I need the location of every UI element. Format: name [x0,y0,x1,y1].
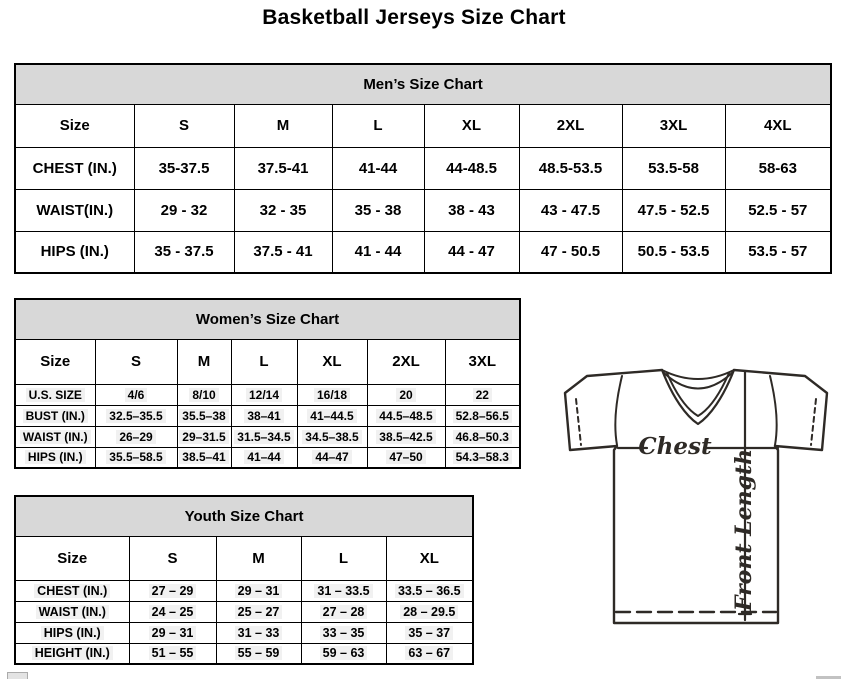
measurement-value-cell [216,601,301,622]
measurement-row [15,405,520,426]
size-column-header: 3XL [445,339,520,384]
measurement-value: 24 – 25 [149,605,197,619]
measurement-value: 38.5–42.5 [376,430,435,444]
measurement-value: 35 – 37 [405,626,453,640]
size-column-header: 3XL [622,104,725,147]
row-label: HIPS (IN.) [40,243,109,261]
row-label: HEIGHT (IN.) [32,646,113,660]
measurement-value: 27 – 29 [149,584,197,598]
row-label-cell [15,405,95,426]
measurement-value: 43 - 47.5 [540,201,601,219]
row-label-cell [15,580,129,601]
measurement-value: 29 – 31 [235,584,283,598]
measurement-value: 52.5 - 57 [748,201,808,219]
measurement-value-cell [332,231,424,273]
measurement-value-cell [386,580,473,601]
page-title: Basketball Jerseys Size Chart [262,6,566,29]
size-column-header: M [177,339,231,384]
measurement-value: 35 - 37.5 [154,243,214,261]
measurement-value: 54.3–58.3 [453,450,512,464]
measurement-row [15,601,473,622]
jersey-armhole-seam-left [615,376,622,445]
row-label: U.S. SIZE [26,388,85,402]
row-label-cell [15,643,129,664]
row-label-cell [15,231,134,273]
measurement-value-cell [622,231,725,273]
size-column-header: S [129,536,216,580]
size-column-header: S [134,104,234,147]
measurement-value: 28 – 29.5 [400,605,458,619]
measurement-value: 8/10 [189,388,218,402]
measurement-value-cell [134,231,234,273]
row-label-cell [15,622,129,643]
measurement-value: 44-48.5 [446,159,497,177]
jersey-collar-back-arc [662,370,734,379]
measurement-value: 29 - 32 [160,201,208,219]
row-label: CHEST (IN.) [34,584,110,598]
measurement-value-cell [519,189,622,231]
row-label-cell [15,147,134,189]
measurement-value-cell [301,643,386,664]
row-label-cell [15,189,134,231]
measurement-value: 22 [473,388,492,402]
youth-table-title: Youth Size Chart [15,496,473,536]
size-header-cell: Size [15,104,134,147]
measurement-value-cell [95,384,177,405]
measurement-value-cell [725,189,831,231]
measurement-value-cell [231,426,297,447]
measurement-value-cell [332,147,424,189]
measurement-value-cell [216,580,301,601]
measurement-value: 37.5-41 [257,159,309,177]
measurement-value: 41 - 44 [354,243,402,261]
measurement-value: 37.5 - 41 [253,243,313,261]
measurement-value: 48.5-53.5 [538,159,603,177]
measurement-value-cell [367,447,445,468]
measurement-value: 51 – 55 [149,646,197,660]
row-label: CHEST (IN.) [32,159,117,177]
measurement-value-cell [234,147,332,189]
measurement-value: 27 – 28 [320,605,368,619]
measurement-value-cell [725,231,831,273]
measurement-value: 53.5 - 57 [748,243,808,261]
measurement-value-cell [234,231,332,273]
measurement-value-cell [177,447,231,468]
size-column-header: XL [424,104,519,147]
chest-label: Chest [638,433,712,460]
row-label-cell [15,447,95,468]
size-column-header: 2XL [519,104,622,147]
jersey-outline [565,370,827,623]
measurement-value: 63 – 67 [405,646,453,660]
measurement-row [15,580,473,601]
front-length-label: Front Length [731,448,757,612]
measurement-value-cell [445,384,520,405]
measurement-value-cell [177,384,231,405]
measurement-value: 34.5–38.5 [302,430,361,444]
measurement-value-cell [424,147,519,189]
measurement-row [15,622,473,643]
youth-size-table [14,495,474,665]
measurement-value-cell [231,384,297,405]
row-label: WAIST(IN.) [36,201,114,219]
size-column-header: L [301,536,386,580]
measurement-value-cell [231,405,297,426]
measurement-value: 47.5 - 52.5 [637,201,710,219]
measurement-value-cell [134,147,234,189]
row-label: WAIST (IN.) [20,430,91,444]
size-header-cell: Size [15,339,95,384]
measurement-value-cell [332,189,424,231]
measurement-value: 12/14 [246,388,282,402]
measurement-value-cell [445,405,520,426]
measurement-value: 38.5–41 [179,450,228,464]
size-column-header: L [332,104,424,147]
measurement-value: 47–50 [386,450,425,464]
measurement-value: 44.5–48.5 [376,409,435,423]
measurement-value: 44–47 [312,450,351,464]
youth-table-title-row [15,496,473,536]
measurement-value: 26–29 [116,430,155,444]
row-label: HIPS (IN.) [25,450,86,464]
size-column-header: 2XL [367,339,445,384]
measurement-value: 25 – 27 [235,605,283,619]
measurement-value-cell [297,426,367,447]
measurement-value-cell [386,601,473,622]
measurement-value: 29–31.5 [179,430,228,444]
measurement-value: 4/6 [125,388,148,402]
measurement-value: 35 - 38 [354,201,402,219]
measurement-value-cell [129,622,216,643]
measurement-value: 38 - 43 [448,201,495,219]
measurement-value-cell [216,643,301,664]
measurement-value-cell [519,231,622,273]
jersey-cuff-dashed-right [811,399,816,445]
measurement-value-cell [129,643,216,664]
measurement-value-cell [216,622,301,643]
measurement-value: 41–44 [244,450,283,464]
measurement-value-cell [301,580,386,601]
row-label-cell [15,426,95,447]
measurement-value-cell [134,189,234,231]
measurement-value: 47 - 50.5 [540,243,601,261]
measurement-row [15,147,831,189]
jersey-diagram-icon [556,362,843,634]
measurement-value-cell [297,384,367,405]
measurement-value: 35.5–58.5 [106,450,165,464]
measurement-row [15,447,520,468]
size-column-header: M [234,104,332,147]
size-column-header: S [95,339,177,384]
measurement-value: 31.5–34.5 [234,430,293,444]
measurement-value-cell [301,601,386,622]
measurement-value-cell [367,384,445,405]
size-header-cell: Size [15,536,129,580]
measurement-value-cell [129,601,216,622]
measurement-value: 38–41 [244,409,283,423]
youth-size-header-row [15,536,473,580]
womens-table-title: Women’s Size Chart [15,299,520,339]
row-label: WAIST (IN.) [36,605,109,619]
measurement-value: 20 [396,388,415,402]
size-column-header: 4XL [725,104,831,147]
jersey-measurement-diagram [556,362,843,634]
measurement-value: 41-44 [358,159,398,177]
measurement-value-cell [725,147,831,189]
row-label-cell [15,601,129,622]
measurement-value: 41–44.5 [307,409,356,423]
measurement-row [15,189,831,231]
jersey-armhole-seam-right [770,376,777,445]
measurement-value-cell [297,447,367,468]
measurement-value-cell [519,147,622,189]
womens-size-table [14,298,521,469]
measurement-value-cell [424,189,519,231]
measurement-value-cell [129,580,216,601]
measurement-value-cell [445,447,520,468]
row-label: BUST (IN.) [23,409,88,423]
size-column-header: L [231,339,297,384]
measurement-value-cell [297,405,367,426]
measurement-value-cell [424,231,519,273]
measurement-value-cell [95,405,177,426]
measurement-value: 16/18 [314,388,350,402]
row-label-cell [15,384,95,405]
measurement-value: 44 - 47 [448,243,495,261]
mens-table-title-row [15,64,831,104]
measurement-value-cell [301,622,386,643]
measurement-value-cell [231,447,297,468]
measurement-value-cell [234,189,332,231]
measurement-value: 53.5-58 [648,159,699,177]
measurement-row [15,643,473,664]
measurement-value-cell [177,426,231,447]
measurement-value-cell [386,622,473,643]
measurement-value-cell [622,189,725,231]
mens-size-header-row [15,104,831,147]
measurement-value-cell [622,147,725,189]
measurement-value-cell [95,447,177,468]
measurement-row [15,426,520,447]
measurement-value: 31 – 33.5 [314,584,372,598]
measurement-value: 32 - 35 [259,201,307,219]
measurement-value: 59 – 63 [320,646,368,660]
measurement-value: 29 – 31 [149,626,197,640]
mens-table-title: Men’s Size Chart [15,64,831,104]
size-column-header: XL [297,339,367,384]
cutoff-element-bottom-left [7,672,28,679]
measurement-value: 58-63 [758,159,797,177]
womens-size-header-row [15,339,520,384]
size-column-header: XL [386,536,473,580]
mens-size-table [14,63,832,274]
size-column-header: M [216,536,301,580]
measurement-value: 33.5 – 36.5 [395,584,464,598]
measurement-value: 52.8–56.5 [453,409,512,423]
measurement-value-cell [95,426,177,447]
measurement-value-cell [367,426,445,447]
measurement-value: 35.5–38 [179,409,228,423]
measurement-value-cell [367,405,445,426]
measurement-value: 55 – 59 [235,646,283,660]
measurement-row [15,384,520,405]
measurement-value: 35-37.5 [158,159,210,177]
measurement-value-cell [445,426,520,447]
measurement-value: 33 – 35 [320,626,368,640]
row-label: HIPS (IN.) [41,626,104,640]
measurement-value-cell [177,405,231,426]
measurement-value: 32.5–35.5 [106,409,165,423]
measurement-row [15,231,831,273]
measurement-value: 46.8–50.3 [453,430,512,444]
jersey-cuff-dashed-left [576,399,581,445]
measurement-value: 50.5 - 53.5 [637,243,710,261]
womens-table-title-row [15,299,520,339]
measurement-value-cell [386,643,473,664]
measurement-value: 31 – 33 [235,626,283,640]
